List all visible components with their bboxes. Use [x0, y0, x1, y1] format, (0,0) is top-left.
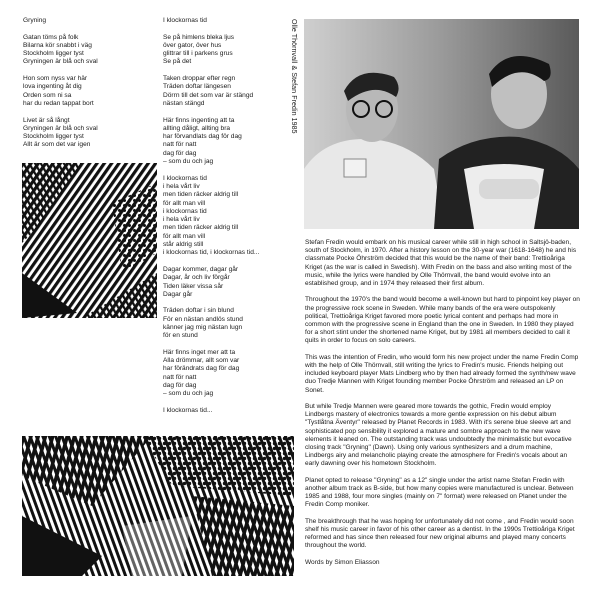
lyric-line: Träden doftar i sin blund	[163, 307, 234, 315]
lyric-line: Dörrn till det som var är stängd	[163, 91, 254, 99]
lyric-line: Tiden läker vissa sår	[163, 282, 224, 290]
credits: Words by Simon Eliasson	[305, 558, 380, 566]
lyric-line: dag för dag	[163, 149, 197, 157]
lyric-line: i klockornas tid	[163, 207, 207, 215]
lyric-line: Stockholm ligger tyst	[23, 50, 84, 58]
paragraph: But while Tredje Mannen were geared more towards the gothic, Fredin would employ Lindbergs mastery of electronics towards a more gentle expression on his debut album "Tystlåtna Äventyr" released by Planet Records in 1983. With it's serene blue sleeve art and sophisticated pop sensibility it explored a mature and sombre approach to the new wave elements it leaned on. The outstanding track was undoubtedly the minimalistic but evocative closing track "Gryning" (Dawn). Using only various synthesizers and a drum machine, Lindbergs airy and melancholic playing create the atmosphere for Fredin's vocals about an early dawning over his hometown Stockholm.	[305, 403, 572, 468]
lyric-line: Alla drömmar, allt som var	[163, 357, 240, 365]
lyric-line: allting dåligt, allting bra	[163, 124, 231, 132]
lyric-line: Gryningen är blå och sval	[23, 58, 98, 66]
paragraph: The breakthrough that he was hoping for unfortunately did not come , and Fredin would soon shelf his music career in favor of his other career as a dentist. In the 1990s Trettioåriga Kriget reformed and has since then released four new original albums and played many concerts throughout the world.	[305, 517, 575, 550]
lyric-line: natt för natt	[163, 141, 197, 149]
lyric-line: I klockornas tid...	[163, 406, 213, 414]
lyric-line: i klockornas tid, i klockornas tid...	[163, 249, 260, 257]
lyric-line: för allt man vill	[163, 232, 206, 240]
lyrics-title: I klockornas tid	[163, 17, 207, 24]
lyric-line: Gatan töms på folk	[23, 33, 79, 41]
lyric-line: Gryningen är blå och sval	[23, 124, 98, 132]
lyric-line: står aldrig still	[163, 241, 204, 249]
lyric-line: Här finns inget mer att ta	[163, 348, 236, 356]
lyric-line: nästan stängd	[163, 99, 205, 107]
lyric-line: Se på det	[163, 58, 192, 66]
lyric-line: har förändrats dag för dag	[163, 365, 240, 373]
vertical-title: Olle Thörnvall & Stefan Fredin 1985	[290, 19, 297, 134]
lyrics-title: Gryning	[23, 17, 47, 24]
lyric-line: – som du och jag	[163, 390, 214, 398]
lyric-line: känner jag mig nästan lugn	[163, 323, 243, 331]
lyric-line: Se på himlens bleka ljus	[163, 33, 235, 41]
lyric-line: lova ingenting åt dig	[23, 83, 82, 91]
lyric-line: har du redan tappat bort	[23, 99, 94, 107]
lyric-line: Stockholm ligger tyst	[23, 133, 84, 141]
lyric-line: Dagar går	[163, 290, 193, 298]
lyric-line: men tiden räcker aldrig till	[163, 224, 239, 232]
lyric-line: i hela vårt liv	[163, 182, 200, 190]
lyric-line: men tiden räcker aldrig till	[163, 191, 239, 199]
lyric-line: Dagar, år och liv förgår	[163, 274, 230, 282]
lyric-line: Orden som ni sa	[23, 91, 72, 99]
lyric-line: har förvandlats dag för dag	[163, 133, 242, 141]
lyric-line: i hela vårt liv	[163, 216, 200, 224]
paragraph: This was the intention of Fredin, who would form his new project under the name Fredin Comp with the help of Olle Thörnvall, still writing the lyrics to Fredin's music. Friends helping out included keyboard player Mats Lindberg who by then had already formed the synth/new wave duo Tredje Mannen with Kriget founding member Pocke Öhrström and released an LP on Sonet.	[305, 353, 579, 394]
halftone-art-top	[22, 163, 157, 318]
paragraph: Planet opted to release "Gryning" as a 12" single under the artist name Stefan Fredin with another album track as B-side, but how many copies were manufactured is unclear. Between 1985 and 1988, four more singles (mainly on 7" format) were released on Planet under the Fredin Comp moniker.	[305, 476, 574, 509]
lyric-line: Här finns ingenting att ta	[163, 116, 235, 124]
lyric-line: Taken droppar efter regn	[163, 75, 236, 83]
lyric-line: Träden doftar längesen	[163, 83, 231, 91]
lyric-line: för en stund	[163, 332, 198, 340]
lyric-line: över gator, över hus	[163, 41, 222, 49]
lyric-line: dag för dag	[163, 382, 197, 390]
paragraph: Stefan Fredin would embark on his musical career while still in high school in Saltsjö-baden, south of Stockholm, in 1970. After a history lesson on the 30-year war (1618-1648) he and his classmate Pocke Öhrström decided that this would be the name of their band: Trettioåriga Kriget (as the war is called in Swedish). With Fredin on the bass and also writing most of the music, while the lyrics were handled by Olle Thörnvall, the band would evolve into an established group, and in 1974 they released their first album.	[305, 239, 577, 288]
lyrics-i-klockornas-tid	[163, 17, 291, 424]
lyric-line: natt för natt	[163, 373, 197, 381]
lyrics-gryning	[23, 17, 153, 158]
paragraph: Throughout the 1970's the band would become a well-known but hard to pinpoint key player on the progressive rock scene in Sweden. While many bands of the era were outspokenly political, Trettioåriga Kriget favored more poetic lyrical content and perhaps had more in common with the progressive scene in England than the one in Sweden. In 1980 they played for a short stint under the shortened name Kriget, but by 1981 all members decided to call it quits in order to focus on solo careers.	[305, 296, 580, 345]
lyric-line: för allt man vill	[163, 199, 206, 207]
lyric-line: glittrar till i parkens grus	[163, 50, 233, 58]
lyric-line: Allt är som det var igen	[23, 141, 91, 149]
liner-notes-text	[305, 239, 580, 575]
lyric-line: Dagar kommer, dagar går	[163, 265, 239, 273]
band-photo	[304, 19, 579, 229]
lyric-line: Hon som nyss var här	[23, 75, 88, 83]
lyric-line: Livet är så långt	[23, 116, 70, 124]
lyric-line: – som du och jag	[163, 158, 214, 166]
halftone-art-bottom	[22, 436, 294, 576]
lyric-line: För en nästan andlös stund	[163, 315, 243, 323]
lyric-line: Bilarna kör snabbt i väg	[23, 41, 92, 49]
lyric-line: I klockornas tid	[163, 174, 207, 182]
